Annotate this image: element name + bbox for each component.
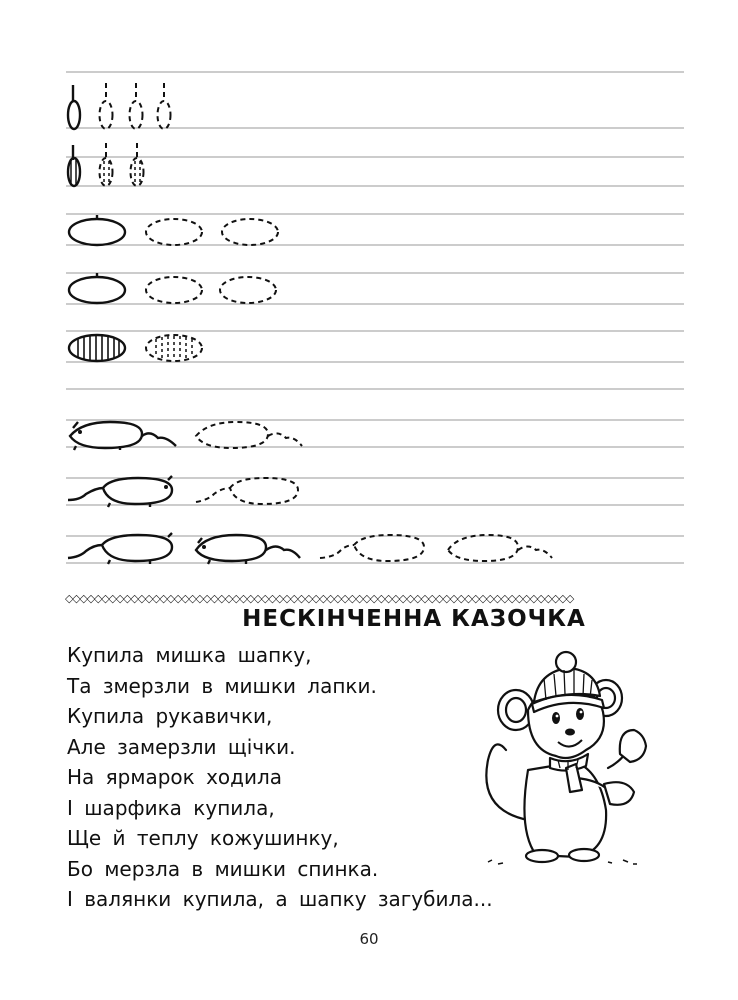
poem-line: І шарфика купила, (67, 795, 275, 820)
poem-line: Купила рукавички, (67, 704, 273, 728)
trace-row-horizontal-ovals-2 (69, 273, 276, 303)
story-title: НЕСКІНЧЕННА КАЗОЧКА (242, 606, 586, 632)
trace-row-mouse-1 (70, 422, 302, 450)
trace-row-mouse-3 (68, 533, 552, 564)
poem-line: Але замерзли щічки. (67, 734, 296, 759)
poem-line: Ще й теплу кожушинку, (67, 826, 339, 850)
poem-line: Та змерзли в мишки лапки. (67, 673, 377, 698)
poem-line: Купила мишка шапку, (67, 643, 312, 667)
poem (67, 640, 493, 915)
poem-line: На ярмарок ходила (67, 765, 283, 789)
poem-line: Бо мерзла в мишки спинка. (67, 856, 379, 881)
trace-row-striped-vertical-ovals (68, 143, 144, 186)
poem-line: І валянки купила, а шапку загубила... (67, 887, 493, 911)
ruled-lines (66, 72, 684, 563)
page-number: 60 (359, 930, 379, 948)
trace-row-horizontal-ovals-1 (69, 215, 278, 245)
decorative-divider: ◇◇◇◇◇◇◇◇◇◇◇◇◇◇◇◇◇◇◇◇◇◇◇◇◇◇◇◇◇◇◇◇◇◇◇◇◇◇◇◇◇◇◇◇◇◇◇◇◇◇◇◇◇◇◇◇◇◇◇◇◇◇◇◇◇◇◇◇◇◇ (65, 592, 574, 605)
trace-row-mouse-2 (68, 476, 298, 507)
trace-row-vertical-ovals (68, 83, 171, 129)
trace-row-striped-horizontal-ovals (69, 335, 202, 361)
mouse-illustration (458, 650, 658, 870)
